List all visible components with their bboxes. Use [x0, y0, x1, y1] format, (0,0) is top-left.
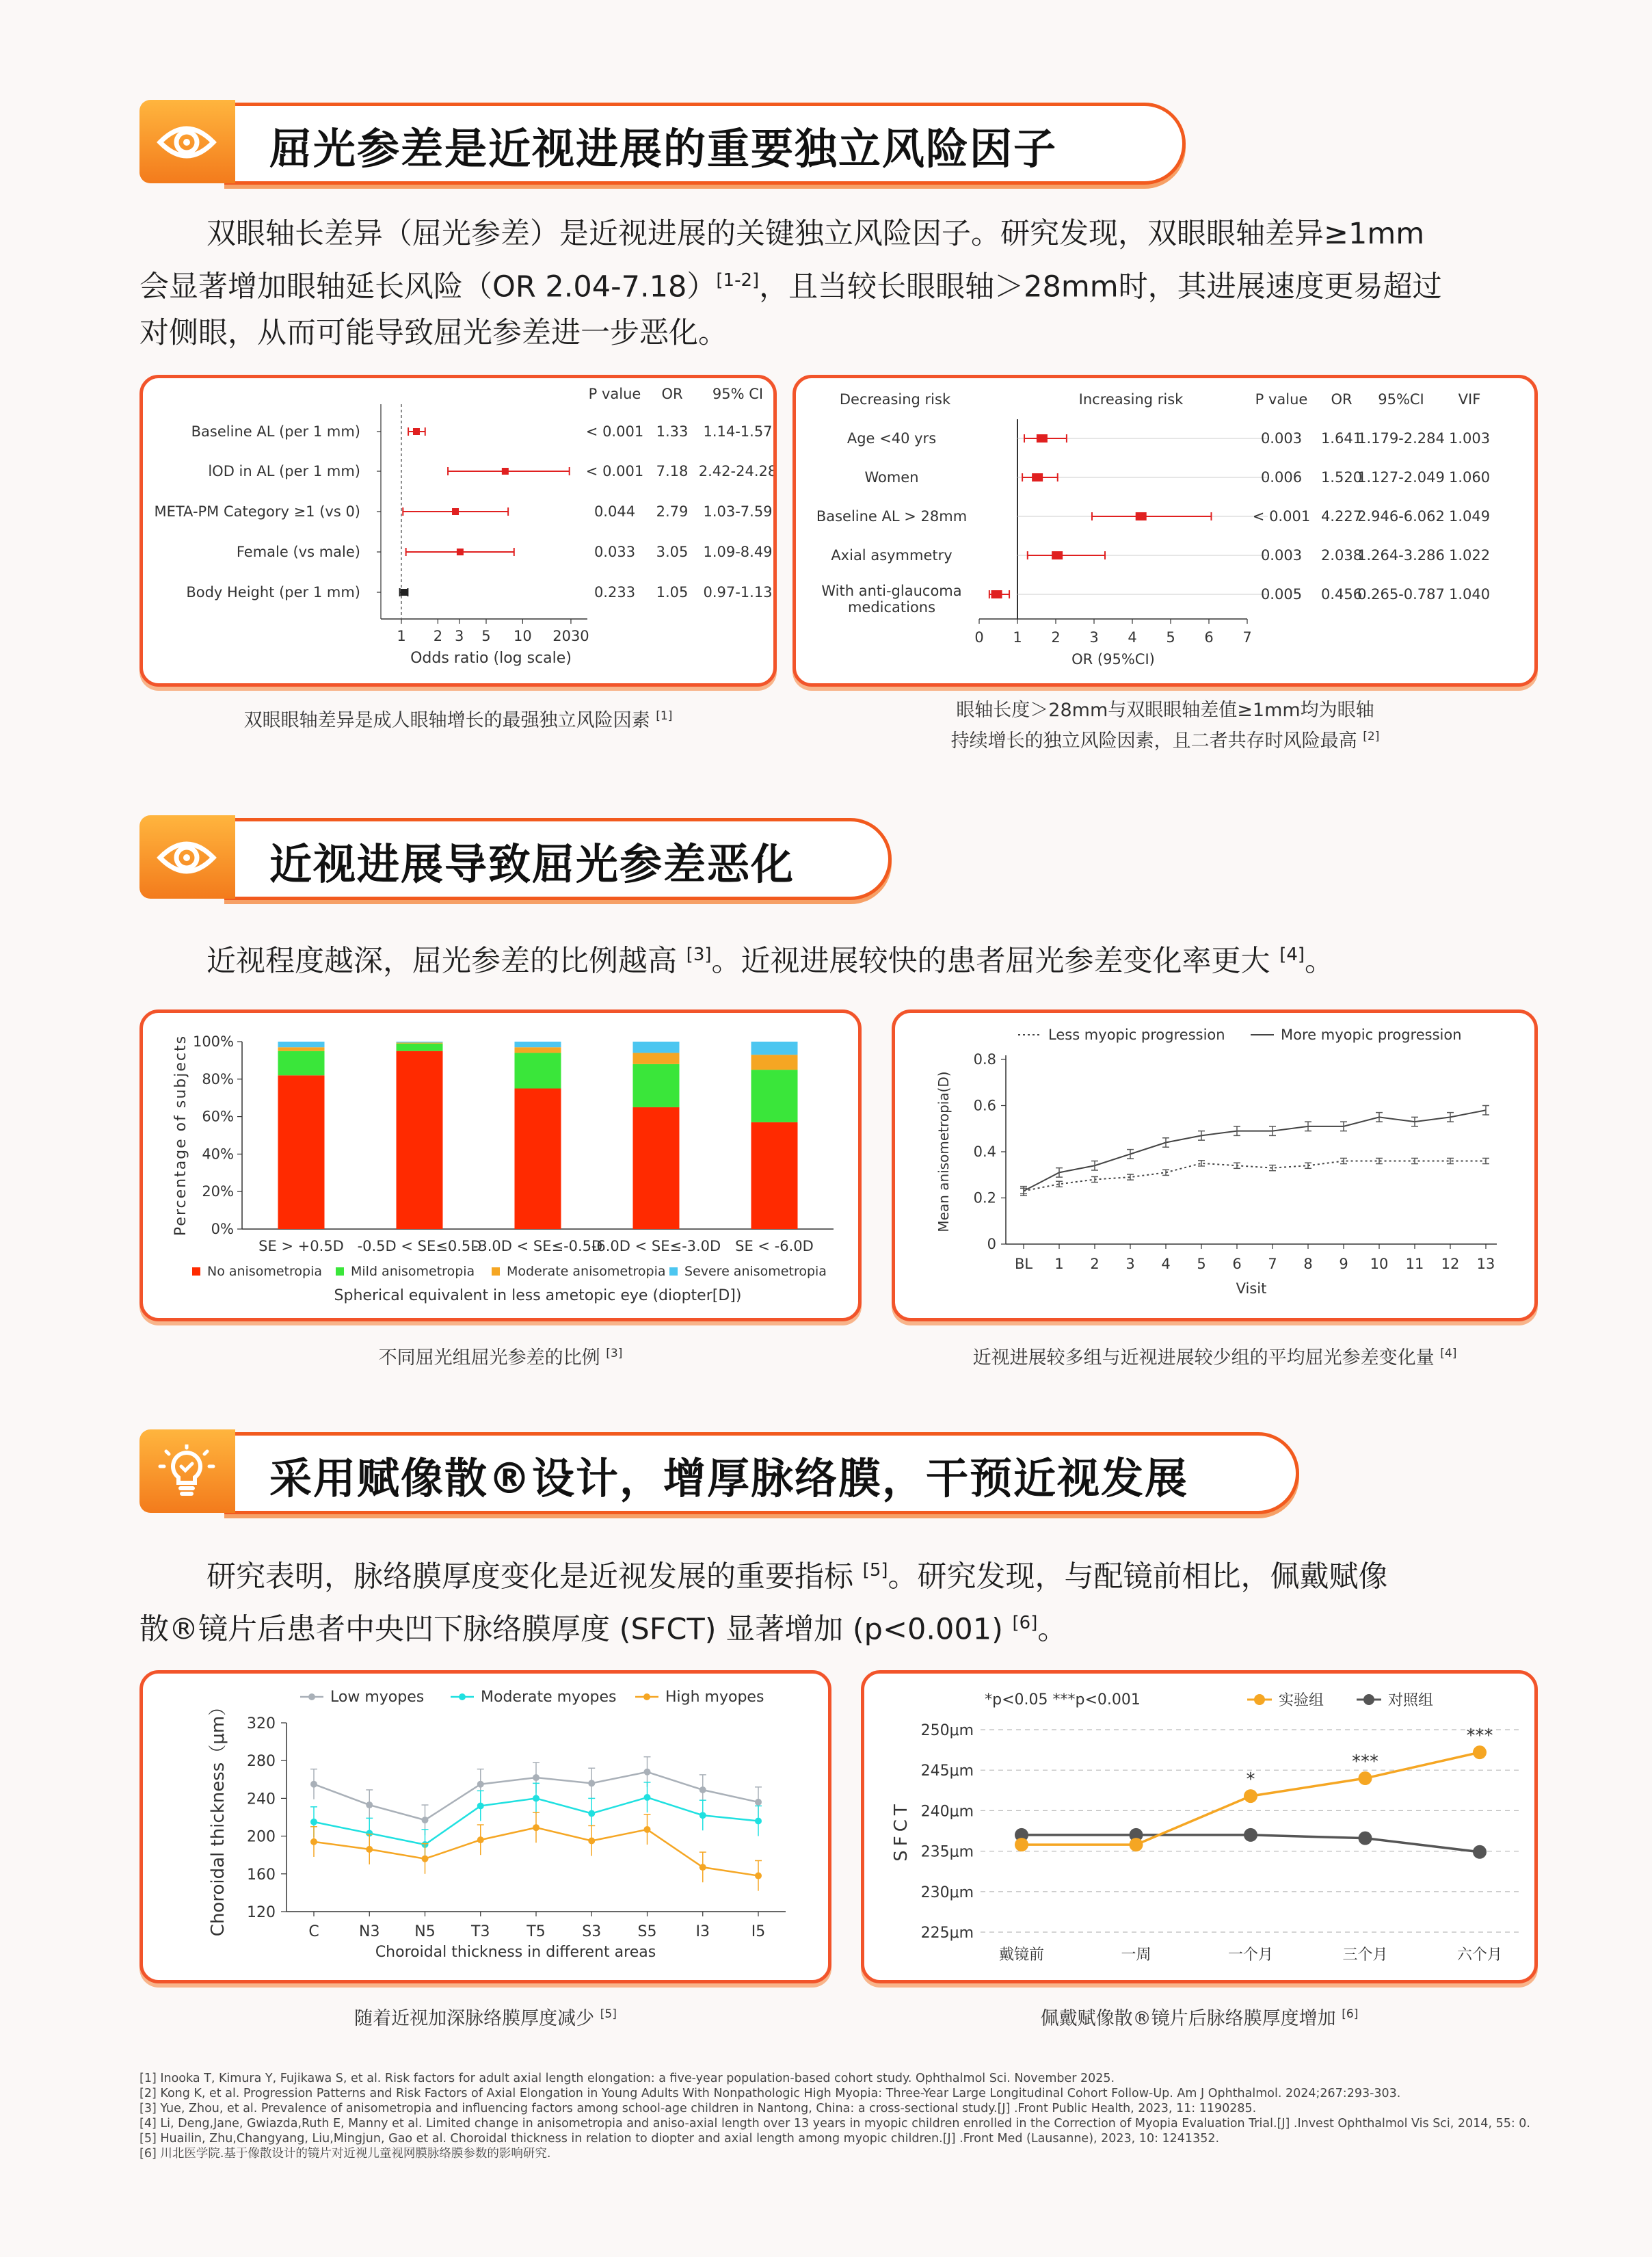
ci-value: 2.946-6.062 — [1357, 508, 1445, 525]
data-point — [588, 1780, 595, 1786]
series-line — [1024, 1110, 1486, 1191]
legend-label: No anisometropia — [207, 1264, 323, 1279]
or-value: 1.05 — [656, 584, 689, 600]
column-header: 95% CI — [712, 386, 764, 402]
stacked-bar-card — [139, 1009, 862, 1321]
bar-segment — [397, 1051, 443, 1229]
x-tick-label: -6.0D < SE≤-3.0D — [591, 1238, 721, 1254]
legend-label: 对照组 — [1388, 1692, 1434, 1709]
caption-6-text: 佩戴赋像散®镜片后脉络膜厚度增加 — [1040, 2008, 1336, 2029]
legend-marker — [643, 1693, 650, 1700]
x-tick-label: 11 — [1405, 1256, 1424, 1272]
caption-3-ref: [3] — [606, 1347, 623, 1360]
p-value: 0.006 — [1260, 469, 1303, 486]
y-tick-label: 240μm — [920, 1803, 974, 1821]
x-tick-label: 2 — [433, 628, 443, 644]
y-tick-label: 0 — [987, 1236, 996, 1252]
para-1-line-2b: ，且当较长眼眼轴＞28mm时，其进展速度更易超过 — [759, 269, 1442, 304]
ref-mark: [5] — [862, 1560, 888, 1581]
bar-segment — [751, 1042, 798, 1055]
or-point — [502, 468, 509, 475]
data-point — [1473, 1845, 1487, 1859]
row-label: META-PM Category ≥1 (vs 0) — [154, 503, 360, 520]
or-point — [1052, 551, 1063, 559]
lightbulb-icon — [156, 1444, 217, 1499]
ci-value: 1.14-1.57 — [703, 423, 773, 440]
x-tick-label: 8 — [1303, 1256, 1313, 1272]
significance-mark: * — [1246, 1769, 1255, 1791]
legend-swatch — [492, 1267, 500, 1276]
reference-item: [4] Li, Deng,Jane, Gwiazda,Ruth E, Manny et al. Limited change in anisometropia and aniso-axial length over 13 years in myopic children enrolled in the Correction of Myopia Evaluation Trial.[J] .Invest Ophthalmol Vis Sci, 2014, 55: 0. — [139, 2117, 1530, 2130]
legend-swatch — [192, 1267, 200, 1276]
y-tick-label: 225μm — [920, 1925, 974, 1942]
caption-1 — [139, 703, 777, 734]
para-3-line-2b: 。 — [1037, 1612, 1067, 1647]
y-tick-label: 80% — [202, 1070, 234, 1087]
data-point — [1130, 1838, 1143, 1851]
para-3-line-2: 散®镜片后患者中央凹下脉络膜厚度 (SFCT) 显著增加 (p<0.001) — [139, 1612, 1013, 1647]
para-2-text-b: 。近视进展较快的患者屈光参差变化率更大 — [711, 944, 1280, 979]
x-tick-label: I3 — [695, 1923, 710, 1940]
or-value: 0.456 — [1320, 586, 1363, 603]
data-point — [366, 1801, 373, 1808]
right-header: Increasing risk — [1078, 391, 1184, 408]
x-tick-label: 0 — [974, 629, 984, 646]
data-point — [310, 1781, 317, 1788]
bar-segment — [397, 1042, 443, 1043]
p-value: 0.003 — [1260, 547, 1303, 564]
caption-5-ref: [5] — [600, 2007, 617, 2021]
x-tick-label: T3 — [471, 1923, 490, 1940]
para-3-line-1a: 研究表明，脉络膜厚度变化是近视发展的重要指标 — [206, 1559, 863, 1594]
ci-value: 1.03-7.59 — [703, 503, 773, 520]
ci-value: 1.264-3.286 — [1357, 547, 1445, 564]
y-tick-label: 0.4 — [973, 1144, 996, 1160]
x-tick-label: N5 — [414, 1923, 436, 1940]
bar-segment — [751, 1055, 798, 1070]
bar-segment — [633, 1042, 680, 1053]
y-tick-label: 200 — [247, 1828, 276, 1846]
legend-label: Moderate anisometropia — [507, 1264, 666, 1279]
x-tick-label: 6 — [1204, 629, 1214, 646]
bar-segment — [633, 1053, 680, 1064]
section-header-2 — [139, 818, 892, 900]
data-point — [1359, 1771, 1372, 1785]
y-tick-label: 0.2 — [973, 1189, 996, 1206]
forest-plot-1 — [143, 378, 773, 683]
or-value: 1.641 — [1320, 430, 1363, 447]
data-point — [533, 1795, 539, 1801]
x-axis-label: Spherical equivalent in less ametopic eye (diopter[D]) — [334, 1287, 742, 1304]
caption-1-ref: [1] — [656, 709, 673, 723]
anisometropia-line-chart — [895, 1013, 1534, 1318]
row-label: lOD in AL (per 1 mm) — [208, 463, 360, 479]
reference-item: [6] 川北医学院.基于像散设计的镜片对近视儿童视网膜脉络膜参数的影响研究. — [139, 2147, 551, 2161]
references — [139, 2071, 1530, 2161]
legend-note: *p<0.05 ***p<0.001 — [985, 1691, 1141, 1708]
para-2-text-a: 近视程度越深，屈光参差的比例越高 — [206, 944, 687, 979]
column-header: VIF — [1458, 391, 1481, 408]
data-point — [588, 1838, 595, 1845]
legend-label: Severe anisometropia — [684, 1264, 827, 1279]
ci-value: 1.127-2.049 — [1357, 469, 1445, 486]
or-value: 7.18 — [656, 463, 689, 479]
x-tick-label: SE > +0.5D — [258, 1238, 344, 1254]
caption-2-line-2: 持续增长的独立风险因素，且二者共存时风险最高 — [950, 730, 1357, 752]
y-tick-label: 100% — [192, 1033, 234, 1050]
or-value: 1.520 — [1320, 469, 1363, 486]
row-label: Axial asymmetry — [831, 547, 952, 564]
y-tick-label: 280 — [247, 1753, 276, 1771]
row-label: Baseline AL > 28mm — [816, 508, 968, 525]
x-tick-label: 7 — [1242, 629, 1252, 646]
p-value: < 0.001 — [585, 463, 644, 479]
x-tick-label: 5 — [1166, 629, 1175, 646]
x-tick-label: 1 — [397, 628, 406, 644]
bar-segment — [515, 1047, 561, 1053]
row-label: Female (vs male) — [236, 544, 360, 560]
bar-segment — [515, 1042, 561, 1047]
row-label: Body Height (per 1 mm) — [186, 584, 360, 600]
x-tick-label: 1 — [1013, 629, 1022, 646]
y-tick-label: 235μm — [920, 1843, 974, 1861]
x-tick-label: 12 — [1441, 1256, 1460, 1272]
caption-5 — [139, 2001, 831, 2032]
caption-4-ref: [4] — [1440, 1347, 1457, 1360]
sfct-chart — [864, 1674, 1534, 1980]
or-point — [1032, 473, 1043, 481]
y-axis-label: SFCT — [891, 1800, 911, 1862]
data-point — [755, 1799, 762, 1806]
column-header: P value — [588, 386, 641, 402]
x-tick-label: 2 — [1051, 629, 1061, 646]
x-tick-label: 一周 — [1121, 1946, 1151, 1964]
p-value: 0.005 — [1260, 586, 1303, 603]
x-tick-label: 6 — [1232, 1256, 1242, 1272]
y-tick-label: 20% — [202, 1183, 234, 1200]
legend-label: Mild anisometropia — [351, 1264, 475, 1279]
row-label-line-2: medications — [847, 599, 936, 616]
data-point — [700, 1812, 706, 1819]
data-point — [310, 1838, 317, 1845]
bar-segment — [278, 1051, 325, 1076]
caption-2-line-1: 眼轴长度＞28mm与双眼眼轴差值≥1mm均为眼轴 — [956, 700, 1374, 721]
x-tick-label: 5 — [481, 628, 491, 644]
x-tick-label: SE < -6.0D — [735, 1238, 814, 1254]
section-header-3 — [139, 1432, 1299, 1514]
x-tick-label: 13 — [1476, 1256, 1495, 1272]
vif-value: 1.040 — [1448, 586, 1491, 603]
x-tick-label: 4 — [1161, 1256, 1171, 1272]
x-tick-label: 1 — [1054, 1256, 1064, 1272]
y-tick-label: 160 — [247, 1866, 276, 1884]
x-tick-label: N3 — [359, 1923, 380, 1940]
caption-4 — [892, 1341, 1538, 1371]
legend-label: Moderate myopes — [481, 1689, 617, 1706]
x-tick-label: 戴镜前 — [998, 1946, 1045, 1964]
x-tick-label: S3 — [582, 1923, 602, 1940]
caption-2-ref: [2] — [1363, 730, 1380, 743]
data-point — [755, 1873, 762, 1879]
bar-segment — [633, 1107, 680, 1229]
data-point — [1359, 1832, 1372, 1845]
x-tick-label: BL — [1014, 1256, 1033, 1272]
y-tick-label: 0.8 — [973, 1051, 996, 1068]
or-value: 2.038 — [1320, 547, 1363, 564]
y-tick-label: 40% — [202, 1146, 234, 1163]
para-2-text-c: 。 — [1305, 944, 1335, 979]
data-point — [422, 1817, 429, 1823]
y-axis-label: Choroidal thickness（μm） — [208, 1698, 228, 1937]
ref-mark: [6] — [1012, 1613, 1038, 1634]
x-axis-label: Choroidal thickness in different areas — [375, 1944, 656, 1961]
data-point — [644, 1794, 651, 1801]
or-point — [457, 549, 464, 555]
bar-segment — [278, 1075, 325, 1229]
p-value: < 0.001 — [585, 423, 644, 440]
p-value: 0.003 — [1260, 430, 1303, 447]
ref-mark: [3] — [686, 945, 712, 965]
x-tick-label: 10 — [1370, 1256, 1389, 1272]
data-point — [1244, 1789, 1257, 1803]
y-tick-label: 250μm — [920, 1722, 974, 1739]
x-tick-label: 3 — [454, 628, 464, 644]
data-point — [422, 1856, 429, 1862]
bar-segment — [515, 1053, 561, 1088]
row-label: Baseline AL (per 1 mm) — [191, 423, 360, 440]
data-point — [1015, 1838, 1028, 1851]
or-value: 4.227 — [1320, 508, 1363, 525]
y-tick-label: 0% — [211, 1221, 234, 1237]
legend-swatch — [669, 1267, 678, 1276]
ref-mark: [4] — [1279, 945, 1305, 965]
x-tick-label: 4 — [1128, 629, 1137, 646]
x-tick-label: 7 — [1268, 1256, 1277, 1272]
reference-item: [5] Huailin, Zhu,Changyang, Liu,Mingjun, Gao et al. Choroidal thickness in relation to diopter and axial length among myopic children.[J] .Front Med (Lausanne), 2023, 10: 1241352. — [139, 2132, 1220, 2146]
p-value: 0.044 — [594, 503, 636, 520]
eye-icon — [156, 115, 217, 170]
data-point — [1473, 1745, 1487, 1759]
x-tick-label: 5 — [1197, 1256, 1206, 1272]
x-tick-label: C — [308, 1923, 319, 1940]
data-point — [588, 1810, 595, 1817]
column-header: 95%CI — [1378, 391, 1424, 408]
legend-marker — [459, 1693, 466, 1700]
bar-segment — [515, 1089, 561, 1230]
vif-value: 1.049 — [1448, 508, 1491, 525]
data-point — [477, 1836, 484, 1843]
ci-value: 1.179-2.284 — [1357, 430, 1445, 447]
bar-segment — [751, 1070, 798, 1122]
column-header: P value — [1255, 391, 1308, 408]
caption-4-text: 近视进展较多组与近视进展较少组的平均屈光参差变化量 — [972, 1347, 1435, 1369]
x-tick-label: -3.0D < SE≤-0.5D — [472, 1238, 603, 1254]
ref-mark: [1-2] — [716, 270, 760, 291]
x-tick-label: 一个月 — [1227, 1946, 1274, 1964]
or-point — [1037, 434, 1048, 443]
or-value: 3.05 — [656, 544, 689, 560]
x-axis-label: Visit — [1236, 1280, 1267, 1297]
y-axis-label: Mean anisometropia(D) — [935, 1071, 952, 1232]
data-point — [310, 1819, 317, 1825]
caption-2 — [792, 698, 1538, 754]
data-point — [755, 1818, 762, 1825]
section-title-2: 近视进展导致屈光参差恶化 — [269, 839, 795, 889]
para-3-line-1b: 。研究发现，与配镜前相比，佩戴赋像 — [888, 1559, 1388, 1594]
y-axis-label: Percentage of subjects — [172, 1034, 189, 1237]
legend-label: Low myopes — [330, 1689, 425, 1706]
y-tick-label: 60% — [202, 1108, 234, 1125]
left-header: Decreasing risk — [839, 391, 951, 408]
x-axis-label: OR (95%CI) — [1071, 651, 1155, 668]
legend-marker — [308, 1693, 315, 1700]
data-point — [533, 1824, 539, 1831]
data-point — [700, 1864, 706, 1871]
ci-value: 1.09-8.49 — [703, 544, 773, 560]
section-title-3: 采用赋像散®设计，增厚脉络膜，干预近视发展 — [269, 1453, 1189, 1503]
bar-segment — [751, 1122, 798, 1229]
paragraph-2 — [139, 932, 1541, 984]
vif-value: 1.060 — [1448, 469, 1491, 486]
vif-value: 1.022 — [1448, 547, 1491, 564]
row-label: With anti-glaucoma — [821, 583, 962, 599]
bar-segment — [397, 1044, 443, 1051]
legend-marker — [1363, 1694, 1374, 1705]
data-point — [700, 1786, 706, 1793]
reference-item: [2] Kong K, et al. Progression Patterns and Risk Factors of Axial Elongation in Young Adults With Nonpathologic High Myopia: Three-Year Large Longitudinal Cohort Follow-Up. Am J Ophthalmol. 2024;267:293-303. — [139, 2087, 1401, 2100]
row-label: Age <40 yrs — [847, 430, 937, 447]
stacked-bar-chart — [143, 1013, 858, 1318]
caption-5-text: 随着近视加深脉络膜厚度减少 — [354, 2008, 595, 2029]
section-title-1: 屈光参差是近视进展的重要独立风险因子 — [269, 124, 1058, 174]
or-point — [452, 508, 459, 515]
data-point — [533, 1774, 539, 1781]
significance-mark: *** — [1352, 1752, 1378, 1773]
y-tick-label: 120 — [247, 1904, 276, 1921]
eye-icon — [156, 830, 217, 885]
significance-mark: *** — [1466, 1726, 1493, 1747]
p-value: 0.033 — [594, 544, 636, 560]
x-tick-label: S5 — [637, 1923, 657, 1940]
x-tick-label: I5 — [751, 1923, 766, 1940]
data-point — [477, 1802, 484, 1809]
sfct-line-card — [861, 1670, 1538, 1983]
forest-plot-2 — [796, 378, 1534, 683]
x-tick-label: 3 — [1089, 629, 1099, 646]
x-tick-label: -0.5D < SE≤0.5D — [357, 1238, 482, 1254]
caption-6-ref: [6] — [1342, 2007, 1359, 2021]
legend-label: 实验组 — [1279, 1692, 1324, 1709]
bar-segment — [278, 1047, 325, 1051]
reference-item: [1] Inooka T, Kimura Y, Fujikawa S, et al. Risk factors for adult axial length elongation: a five-year population-based cohort study. Ophthalmol Sci. November 2025. — [139, 2072, 1115, 2085]
data-point — [366, 1846, 373, 1853]
x-tick-label: 三个月 — [1342, 1946, 1388, 1964]
or-point — [991, 590, 1002, 598]
legend-marker — [1254, 1694, 1265, 1705]
caption-3-text: 不同屈光组屈光参差的比例 — [378, 1347, 600, 1369]
ci-value: 0.97-1.13 — [703, 584, 773, 600]
caption-1-text: 双眼眼轴差异是成人眼轴增长的最强独立风险因素 — [243, 710, 650, 731]
x-tick-label: T5 — [527, 1923, 546, 1940]
y-tick-label: 240 — [247, 1791, 276, 1808]
paragraph-1 — [139, 211, 1541, 356]
ci-value: 2.42-24.28 — [698, 463, 773, 479]
legend-label: Less myopic progression — [1048, 1027, 1225, 1043]
x-axis-label: Odds ratio (log scale) — [410, 650, 572, 667]
paragraph-3 — [139, 1547, 1541, 1653]
x-tick-label: 3 — [1125, 1256, 1135, 1272]
p-value: 0.233 — [594, 584, 636, 600]
data-point — [644, 1826, 651, 1833]
or-value: 2.79 — [656, 503, 689, 520]
or-point — [413, 428, 420, 435]
x-tick-label: 10 — [514, 628, 532, 644]
caption-3 — [139, 1341, 862, 1371]
row-label: Women — [864, 469, 919, 486]
anisometropia-line-card — [892, 1009, 1538, 1321]
caption-6 — [861, 2001, 1538, 2032]
vif-value: 1.003 — [1448, 430, 1491, 447]
y-tick-label: 320 — [247, 1715, 276, 1732]
legend-label: More myopic progression — [1281, 1027, 1462, 1043]
section-header-1 — [139, 103, 1186, 185]
or-value: 1.33 — [656, 423, 689, 440]
data-point — [1244, 1828, 1257, 1842]
or-point — [401, 589, 408, 596]
x-tick-label: 2 — [1090, 1256, 1100, 1272]
ci-value: 0.265-0.787 — [1357, 586, 1445, 603]
or-point — [1136, 512, 1147, 520]
data-point — [644, 1769, 651, 1776]
x-tick-label: 9 — [1339, 1256, 1348, 1272]
x-tick-label: 2030 — [552, 628, 589, 644]
bar-segment — [278, 1042, 325, 1047]
p-value: < 0.001 — [1252, 508, 1311, 525]
y-tick-label: 0.6 — [973, 1097, 996, 1114]
data-point — [477, 1781, 484, 1788]
y-tick-label: 230μm — [920, 1884, 974, 1901]
y-tick-label: 245μm — [920, 1763, 974, 1780]
choroidal-thickness-chart — [143, 1674, 828, 1980]
choroid-line-card — [139, 1670, 831, 1983]
bar-segment — [633, 1064, 680, 1107]
column-header: OR — [661, 386, 683, 402]
para-1-line-2a: 会显著增加眼轴延长风险（OR 2.04-7.18） — [139, 269, 717, 304]
x-tick-label: 六个月 — [1456, 1946, 1503, 1964]
forest-plot-card-2 — [792, 375, 1538, 687]
reference-item: [3] Yue, Zhou, et al. Prevalence of anisometropia and influencing factors among school-age children in Nantong, China: a cross-sectional study.[J] .Front Public Health, 2023, 11: 1190285. — [139, 2102, 1257, 2115]
para-1-line-3: 对侧眼，从而可能导致屈光参差进一步恶化。 — [139, 316, 728, 351]
legend-label: High myopes — [665, 1689, 764, 1706]
para-1-line-1: 双眼轴长差异（屈光参差）是近视进展的关键独立风险因子。研究发现，双眼眼轴差异≥1mm — [206, 217, 1425, 251]
forest-plot-card-1 — [139, 375, 777, 687]
legend-swatch — [336, 1267, 344, 1276]
column-header: OR — [1331, 391, 1353, 408]
